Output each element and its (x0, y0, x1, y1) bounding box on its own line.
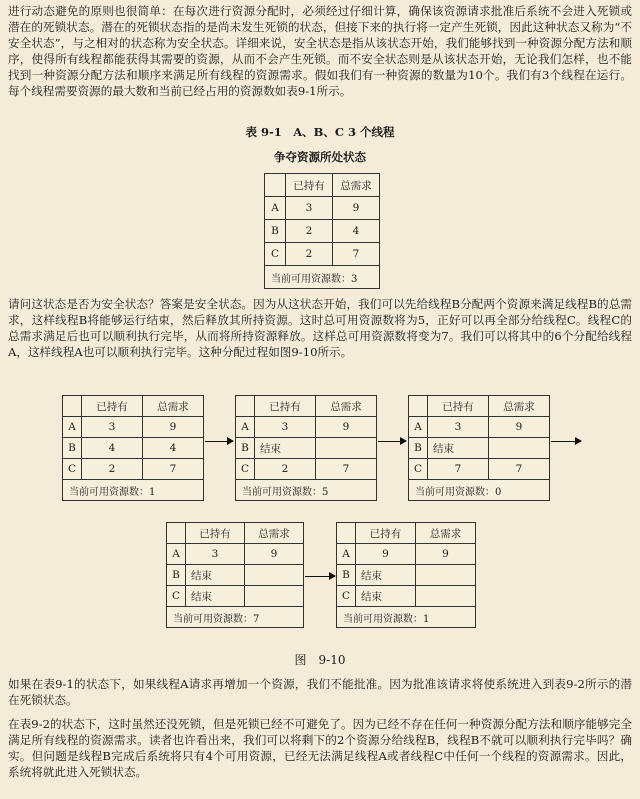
table-row: B 结束 (409, 438, 550, 459)
table-row (265, 197, 380, 220)
table-row: C 2 7 (236, 459, 377, 480)
need-value: 7 (333, 243, 380, 266)
table-row: B 结束 (167, 565, 304, 586)
table-row: A 3 9 (63, 417, 204, 438)
header-held: 已持有 (286, 174, 333, 197)
table-row: B 4 4 (63, 438, 204, 459)
table-caption: 表 9-1 A、B、C 3 个线程 (245, 125, 395, 139)
intro-paragraph: 进行动态避免的原则也很简单：在每次进行资源分配时，必须经过仔细计算，确保该资源请求批准后系统不会进入死锁或潜在的死锁状态。潜在的死锁状态指的是尚未发生死锁的状态，但接下来的执行将一定产生死锁，因此这种状态又称为“不安全状态”，与之相对的状态称为安全状态。详细来说，安全状态是指从该状态开始，我们能够找到一种资源分配方法和顺序，使得所有线程都能获得其需要的资源，从而不会产生死锁。而不安全状态则是从该状态开始，无论我们怎样，也不能找到一种资源分配方法和顺序来满足所有线程的资源需求。假如我们有一种资源的数量为10个。我们有3个线程在运行。每个线程需要资源的最大数和当前已经占用的资源数如表9-1所示。 (8, 4, 632, 98)
figure-state-table-2: 已持有 总需求 A 3 9 B 结束 C 2 7 当前可用资源数：5 (235, 395, 377, 501)
held-value: 2 (286, 220, 333, 243)
figure-caption: 图 9-10 (294, 653, 346, 667)
table-row (265, 243, 380, 266)
held-value: 3 (286, 197, 333, 220)
header-need: 总需求 (333, 174, 380, 197)
figure-state-table-4: 已持有 总需求 A 3 9 B 结束 C 结束 当前可用资源数：7 (166, 522, 304, 628)
available-resources: 当前可用资源数：3 (265, 266, 380, 289)
thread-name: C (265, 243, 286, 266)
thread-name: A (265, 197, 286, 220)
available-resources: 当前可用资源数：1 (337, 607, 476, 628)
figure-state-table-1: 已持有 总需求 A 3 9 B 4 4 C 2 7 当前可用资源数：1 (62, 395, 204, 501)
table-row: A 3 9 (409, 417, 550, 438)
analysis-paragraph: 请问这状态是否为安全状态？答案是安全状态。因为从这状态开始，我们可以先给线程B分配两个资源来满足线程B的总需求，这样线程B将能够运行结束，然后释放其所持资源。这时总可用资源数将为5，正好可以再全部分给线程C。线程C的总需求满足后也可以顺利执行完毕，从而将所持资源释放。这样总可用资源数将变为7。我们可以将其中的6个分配给线程A，这样线程A也可以顺利执行完毕。这种分配过程如图9-10所示。 (8, 297, 632, 359)
table-9-1 (264, 173, 380, 289)
table-row: A 3 9 (167, 544, 304, 565)
available-resources: 当前可用资源数：7 (167, 607, 304, 628)
available-resources: 当前可用资源数：0 (409, 480, 550, 501)
thread-name: B (265, 220, 286, 243)
need-value: 4 (333, 220, 380, 243)
table-row: C 结束 (337, 586, 476, 607)
table-row: C 7 7 (409, 459, 550, 480)
flow-arrow (551, 441, 581, 442)
figure-state-table-5: 已持有 总需求 A 9 9 B 结束 C 结束 当前可用资源数：1 (336, 522, 476, 628)
table-row: B 结束 (337, 565, 476, 586)
flow-arrow (305, 576, 335, 577)
need-value: 9 (333, 197, 380, 220)
table-row: C 结束 (167, 586, 304, 607)
deadlock-paragraph: 在表9-2的状态下，这时虽然还没死锁，但是死锁已经不可避免了。因为已经不存在任何一种资源分配方法和顺序能够完全满足所有线程的资源需求。读者也许看出来，我们可以将剩下的2个资源分给线程B，线程B不就可以顺利执行完毕吗？确实。但问题是线程B完成后系统将只有4个可用资源，已经无法满足线程A或者线程C中任何一个线程的资源需求。因此，系统将就此进入死锁状态。 (8, 717, 632, 779)
available-resources: 当前可用资源数：5 (236, 480, 377, 501)
table-subtitle: 争夺资源所处状态 (274, 150, 366, 164)
table-row: A 9 9 (337, 544, 476, 565)
table-row (265, 220, 380, 243)
available-resources: 当前可用资源数：1 (63, 480, 204, 501)
table-row: C 2 7 (63, 459, 204, 480)
flow-arrow (205, 441, 233, 442)
table-row: B 结束 (236, 438, 377, 459)
held-value: 2 (286, 243, 333, 266)
flow-arrow (378, 441, 406, 442)
figure-state-table-3: 已持有 总需求 A 3 9 B 结束 C 7 7 当前可用资源数：0 (408, 395, 550, 501)
request-paragraph: 如果在表9-1的状态下，如果线程A请求再增加一个资源，我们不能批准。因为批准该请求将使系统进入到表9-2所示的潜在死锁状态。 (8, 677, 632, 707)
table-row: A 3 9 (236, 417, 377, 438)
